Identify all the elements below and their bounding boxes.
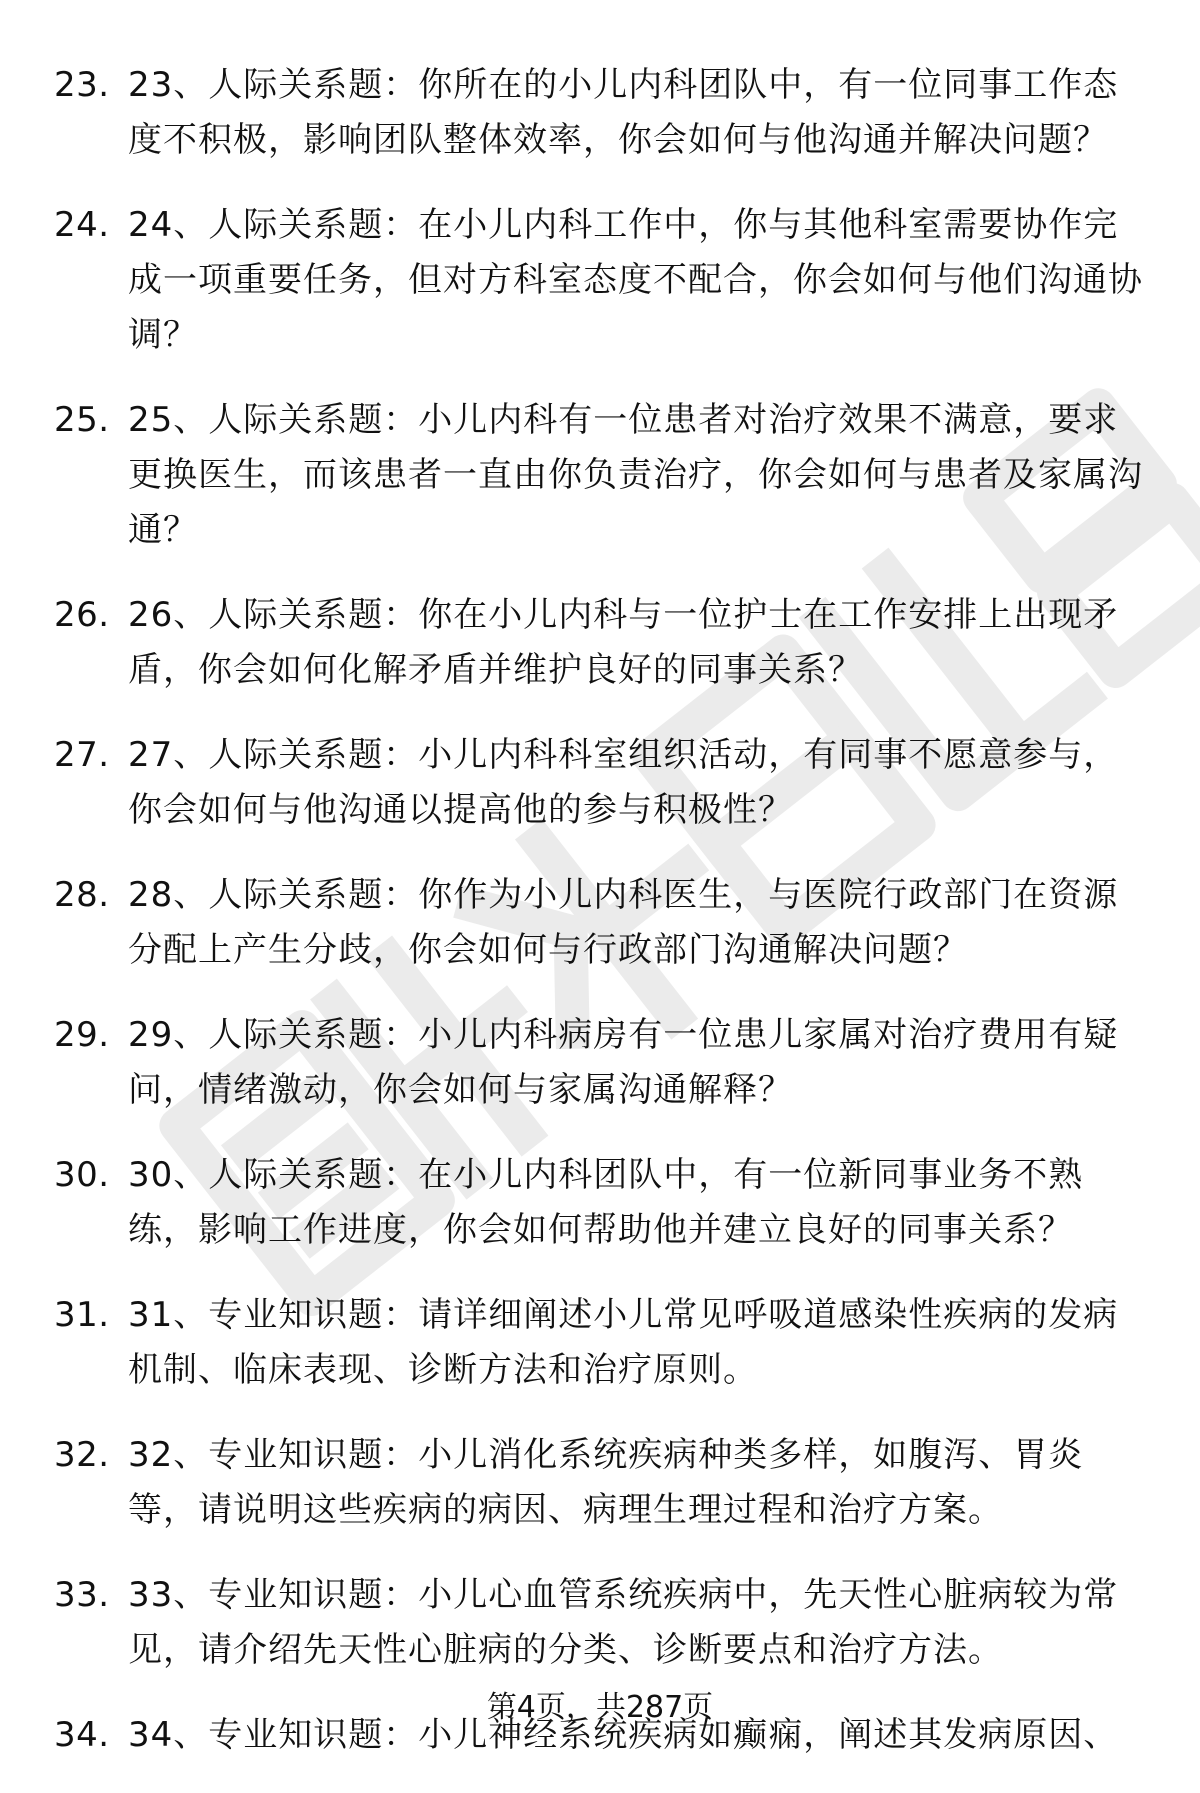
- list-item: [54, 58, 1154, 168]
- list-item: [54, 1428, 1154, 1538]
- list-item: [54, 1148, 1154, 1258]
- page-footer: 第4页，共287页: [486, 1690, 714, 1725]
- list-item: [54, 1568, 1154, 1678]
- item-text: 34、专业知识题：小儿神经系统疾病如癫痫，阐述其发病原因、: [128, 1715, 1119, 1755]
- list-item: [54, 198, 1154, 363]
- item-number: 33.: [54, 1575, 110, 1615]
- item-text: 23、人际关系题：你所在的小儿内科团队中，有一位同事工作态度不积极，影响团队整体效率，你会如何与他沟通并解决问题？: [128, 65, 1119, 160]
- item-text: 27、人际关系题：小儿内科科室组织活动，有同事不愿意参与，你会如何与他沟通以提高他的参与积极性？: [128, 735, 1119, 830]
- item-text: 29、人际关系题：小儿内科病房有一位患儿家属对治疗费用有疑问，情绪激动，你会如何与家属沟通解释？: [128, 1015, 1119, 1110]
- item-number: 31.: [54, 1295, 110, 1335]
- item-text: 31、专业知识题：请详细阐述小儿常见呼吸道感染性疾病的发病机制、临床表现、诊断方法和治疗原则。: [128, 1295, 1119, 1390]
- item-number: 34.: [54, 1715, 110, 1755]
- item-number: 32.: [54, 1435, 110, 1475]
- item-text: 33、专业知识题：小儿心血管系统疾病中，先天性心脏病较为常见，请介绍先天性心脏病的分类、诊断要点和治疗方法。: [128, 1575, 1119, 1670]
- list-item: [54, 393, 1154, 558]
- list-item: [54, 588, 1154, 698]
- item-text: 32、专业知识题：小儿消化系统疾病种类多样，如腹泻、胃炎等，请说明这些疾病的病因、病理生理过程和治疗方案。: [128, 1435, 1084, 1530]
- item-number: 30.: [54, 1155, 110, 1195]
- question-list: [54, 58, 1154, 1793]
- item-text: 26、人际关系题：你在小儿内科与一位护士在工作安排上出现矛盾，你会如何化解矛盾并维护良好的同事关系？: [128, 595, 1119, 690]
- list-item: [54, 1288, 1154, 1398]
- list-item: [54, 1008, 1154, 1118]
- item-number: 28.: [54, 875, 110, 915]
- item-number: 23.: [54, 65, 110, 105]
- list-item: [54, 868, 1154, 978]
- item-number: 25.: [54, 400, 110, 440]
- item-number: 24.: [54, 205, 110, 245]
- item-text: 30、人际关系题：在小儿内科团队中，有一位新同事业务不熟练，影响工作进度，你会如何帮助他并建立良好的同事关系？: [128, 1155, 1084, 1250]
- item-number: 29.: [54, 1015, 110, 1055]
- item-text: 28、人际关系题：你作为小儿内科医生，与医院行政部门在资源分配上产生分歧，你会如何与行政部门沟通解决问题？: [128, 875, 1119, 970]
- item-text: 25、人际关系题：小儿内科有一位患者对治疗效果不满意，要求更换医生，而该患者一直由你负责治疗，你会如何与患者及家属沟通？: [128, 400, 1143, 550]
- item-text: 24、人际关系题：在小儿内科工作中，你与其他科室需要协作完成一项重要任务，但对方科室态度不配合，你会如何与他们沟通协调？: [128, 205, 1143, 355]
- list-item: [54, 728, 1154, 838]
- item-number: 26.: [54, 595, 110, 635]
- item-number: 27.: [54, 735, 110, 775]
